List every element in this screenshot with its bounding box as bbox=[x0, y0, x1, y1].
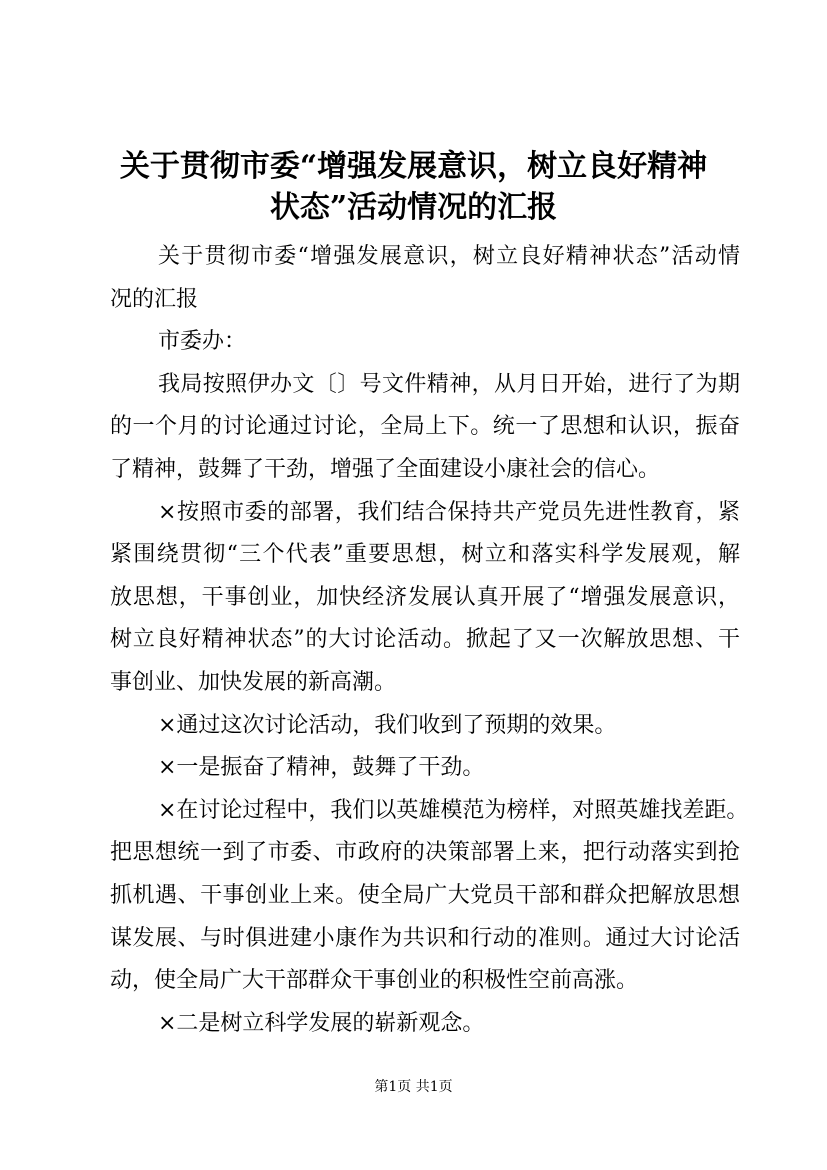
paragraph bbox=[110, 492, 740, 705]
document-body bbox=[110, 228, 749, 1045]
paragraph-line: 谋发展、与时俱进建小康作为共识和行动的准则。通过大讨论活 bbox=[110, 925, 740, 951]
paragraph-line: 放思想，干事创业，加快经济发展认真开展了“增强发展意识， bbox=[110, 584, 740, 610]
paragraph-line: 了精神，鼓舞了干劲，增强了全面建设小康社会的信心。 bbox=[110, 456, 661, 482]
paragraph-line: 我局按照伊办文〔〕号文件精神，从月日开始，进行了为期 bbox=[158, 371, 740, 397]
paragraph-line: 的一个月的讨论通过讨论，全局上下。统一了思想和认识，振奋 bbox=[110, 414, 740, 440]
paragraph bbox=[110, 747, 740, 790]
paragraph-line: ×按照市委的部署，我们结合保持共产党员先进性教育，紧 bbox=[158, 499, 740, 525]
paragraph-line: ×通过这次讨论活动，我们收到了预期的效果。 bbox=[158, 712, 617, 738]
title-line: 关于贯彻市委“增强发展意识，树立良好精神 bbox=[119, 149, 708, 184]
document-page bbox=[0, 146, 827, 1045]
paragraph-line: ×二是树立科学发展的崭新观念。 bbox=[158, 1010, 485, 1036]
paragraph-line: 况的汇报 bbox=[110, 286, 199, 312]
paragraph-line: ×一是振奋了精神，鼓舞了干劲。 bbox=[158, 755, 485, 781]
paragraph bbox=[110, 705, 740, 748]
paragraph bbox=[110, 1003, 740, 1046]
paragraph-line: 关于贯彻市委“增强发展意识，树立良好精神状态”活动情 bbox=[158, 244, 740, 269]
paragraph bbox=[110, 321, 740, 364]
paragraph bbox=[110, 364, 740, 492]
paragraph-line: 把思想统一到了市委、市政府的决策部署上来，把行动落实到抢 bbox=[110, 840, 740, 866]
paragraph-line: 树立良好精神状态”的大讨论活动。掀起了又一次解放思想、干 bbox=[110, 627, 740, 653]
paragraph-line: 市委办： bbox=[158, 329, 247, 355]
paragraph-line: 动，使全局广大干部群众干事创业的积极性空前高涨。 bbox=[110, 968, 639, 994]
document-title bbox=[34, 146, 794, 228]
title-line: 状态”活动情况的汇报 bbox=[269, 190, 558, 225]
paragraph bbox=[110, 790, 749, 1003]
paragraph-line: 紧围绕贯彻“三个代表”重要思想，树立和落实科学发展观，解 bbox=[110, 542, 740, 568]
paragraph-line: 抓机遇、干事创业上来。使全局广大党员干部和群众把解放思想 bbox=[110, 882, 740, 908]
paragraph-line: ×在讨论过程中，我们以英雄模范为榜样，对照英雄找差距。 bbox=[158, 797, 749, 823]
paragraph bbox=[110, 236, 740, 321]
page-footer: 第1页 共1页 bbox=[374, 1079, 453, 1095]
paragraph-line: 事创业、加快发展的新高潮。 bbox=[110, 669, 397, 695]
